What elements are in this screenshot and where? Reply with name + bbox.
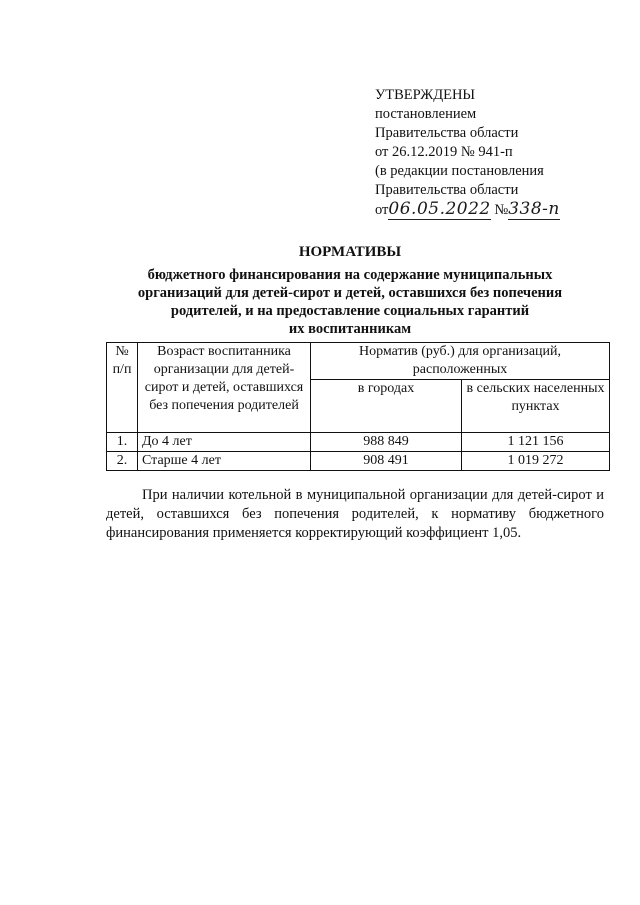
- row-city-value: 908 491: [311, 452, 462, 471]
- body-paragraph: При наличии котельной в муниципальной организации для детей-сирот и детей, оставшихся без попечения родителей, к нормативу бюджетного финансирования применяется корректирующий коэффициент 1,05.: [106, 487, 604, 541]
- norms-table: [106, 342, 610, 471]
- handwritten-number: 338-п: [508, 199, 560, 219]
- row-city-value: 988 849: [311, 433, 462, 452]
- approval-heading: УТВЕРЖДЕНЫ: [375, 87, 476, 103]
- approval-line: (в редакции постановления: [375, 163, 544, 179]
- table-row: [107, 433, 610, 452]
- title-main: НОРМАТИВЫ: [298, 244, 402, 260]
- approval-line: Правительства области: [375, 125, 519, 141]
- row-rural-value: 1 121 156: [462, 433, 610, 452]
- title-line: их воспитанникам: [288, 321, 412, 337]
- document-title: [100, 243, 600, 338]
- header-city: в городах: [311, 380, 462, 433]
- table-row: [107, 452, 610, 471]
- approval-amendment-line: [375, 200, 560, 220]
- approval-line: Правительства области: [375, 182, 519, 198]
- header-num: № п/п: [107, 343, 138, 433]
- row-age: Старше 4 лет: [138, 452, 311, 471]
- row-num: 1.: [107, 433, 138, 452]
- title-line: бюджетного финансирования на содержание муниципальных: [147, 267, 553, 283]
- approval-block: [375, 86, 560, 220]
- header-norm: Норматив (руб.) для организаций, расположенных: [311, 343, 610, 380]
- title-line: родителей, и на предоставление социальных гарантий: [170, 303, 530, 319]
- number-sign: №: [494, 202, 509, 218]
- row-rural-value: 1 019 272: [462, 452, 610, 471]
- header-rural: в сельских населенных пунктах: [462, 380, 610, 433]
- title-line: организаций для детей-сирот и детей, оставшихся без попечения: [137, 285, 563, 301]
- header-age: Возраст воспитанника организации для детей-сирот и детей, оставшихся без попечения родителей: [138, 343, 311, 433]
- table-header-row: [107, 343, 610, 380]
- row-age: До 4 лет: [138, 433, 311, 452]
- row-num: 2.: [107, 452, 138, 471]
- handwritten-date: 06.05.2022: [388, 199, 491, 219]
- approval-line: постановлением: [375, 106, 477, 122]
- amendment-prefix: от: [375, 202, 389, 218]
- approval-line: от 26.12.2019 № 941-п: [375, 144, 513, 160]
